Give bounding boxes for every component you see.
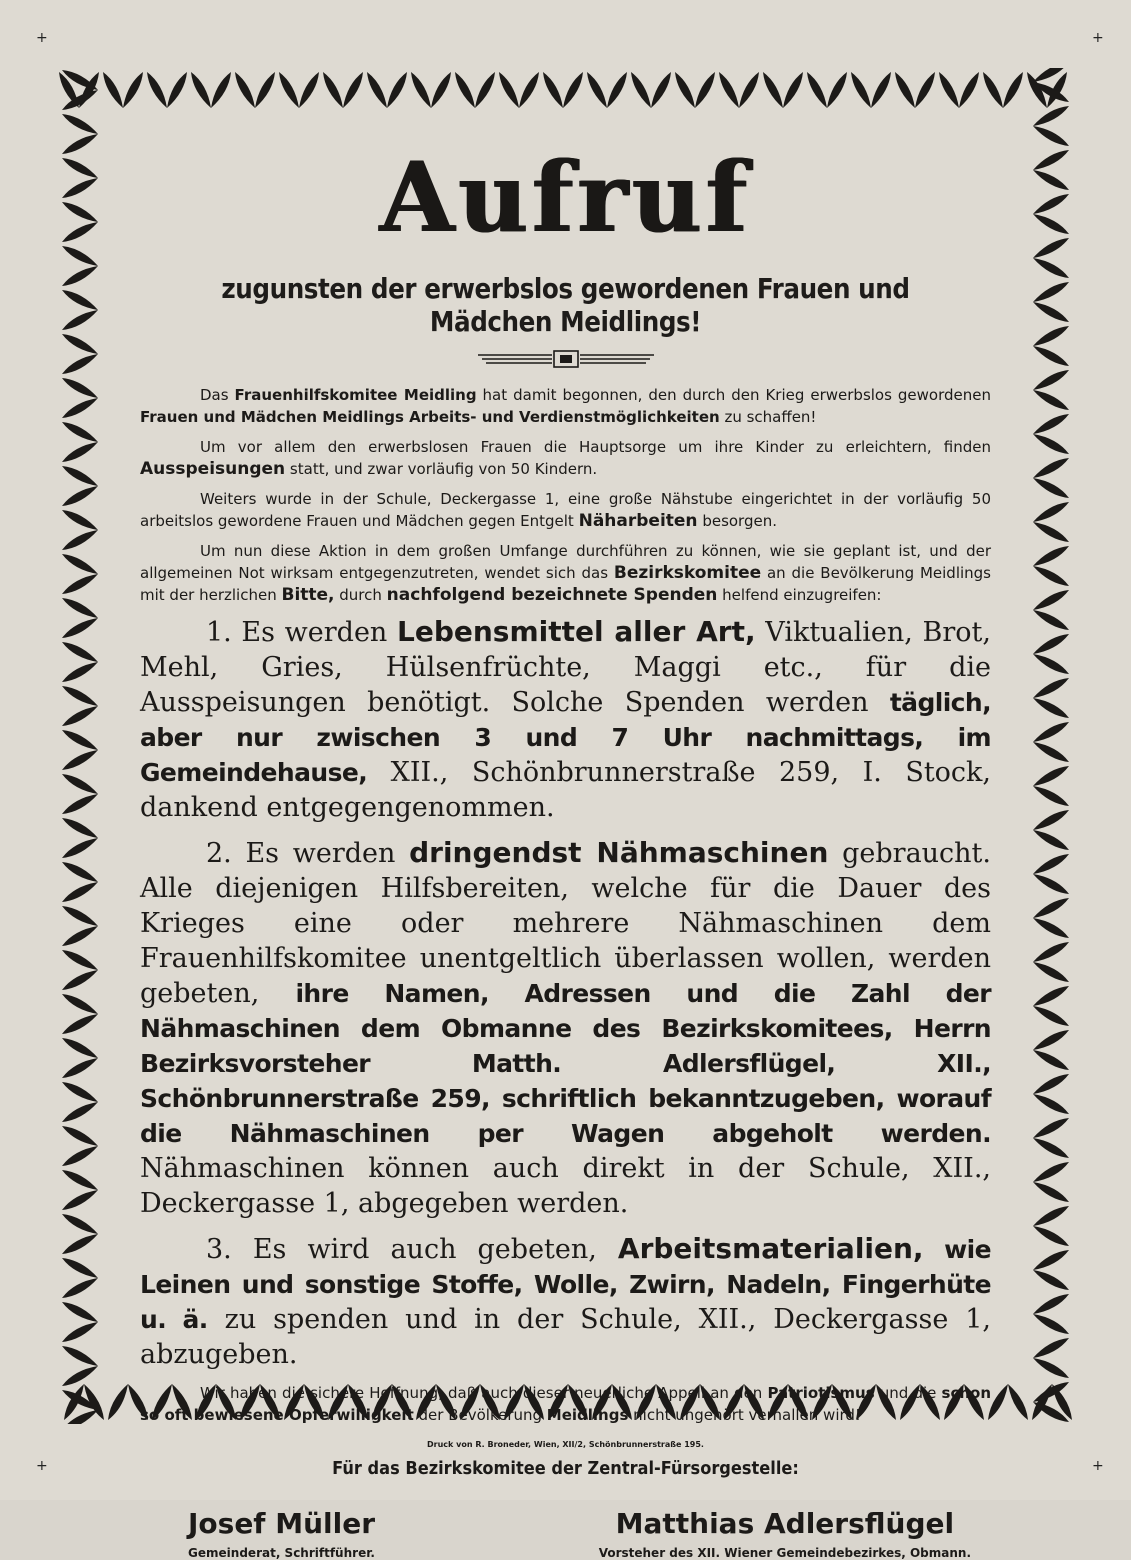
leaf-ornament-icon — [851, 72, 871, 108]
leaf-ornament-icon — [62, 1126, 98, 1146]
divider-ornament-icon — [476, 350, 656, 368]
closing-paragraph — [140, 1382, 991, 1426]
leaf-ornament-icon — [1033, 962, 1069, 982]
leaf-ornament-icon — [62, 354, 98, 374]
leaf-ornament-icon — [367, 72, 387, 108]
leaf-ornament-icon — [1033, 742, 1069, 762]
leaf-ornament-icon — [62, 530, 98, 550]
text-run: XII., Schönbrunnerstraße 259, I. Stock, dankend entgegengenommen. — [140, 757, 991, 823]
leaf-ornament-icon — [519, 72, 539, 108]
leaf-ornament-icon — [62, 794, 98, 814]
leaf-ornament-icon — [1033, 68, 1069, 82]
leaf-ornament-icon — [651, 72, 671, 108]
leaf-ornament-icon — [1033, 1030, 1069, 1050]
leaf-ornament-icon — [62, 1390, 98, 1410]
leaf-ornament-icon — [62, 862, 98, 882]
emphasis-text: wie Leinen und sonstige Stoffe, Wolle, Zwirn, Nadeln, Fingerhüte u. ä. — [140, 1235, 991, 1334]
leaf-ornament-icon — [62, 1170, 98, 1190]
leaf-ornament-icon — [1033, 634, 1069, 654]
leaf-ornament-icon — [123, 72, 143, 108]
leaf-ornament-icon — [1033, 390, 1069, 410]
leaf-ornament-icon — [62, 662, 98, 682]
leaf-ornament-icon — [1033, 1162, 1069, 1182]
leaf-ornament-icon — [431, 72, 451, 108]
emphasis-text: dringendst Nähmaschinen — [409, 836, 829, 869]
leaf-ornament-icon — [62, 926, 98, 946]
ornament-border-right — [1028, 68, 1074, 1424]
leaf-ornament-icon — [62, 1258, 98, 1278]
signatory-role: Gemeinderat, Schriftführer. — [188, 1546, 375, 1560]
emphasis-text: schon so oft bewiesene Opferwilligkeit — [140, 1384, 991, 1424]
text-run: Weiters wurde in der Schule, Deckergasse 1, eine große Nähstube eingerichtet in der vorläufig 50 arbeitslos gewordene Frauen und Mädchen gegen Entgelt — [140, 490, 991, 530]
text-run: und die — [874, 1384, 942, 1402]
leaf-ornament-icon — [235, 72, 255, 108]
donation-item-materials — [140, 1231, 991, 1372]
leaf-ornament-icon — [343, 72, 363, 108]
leaf-ornament-icon — [62, 1278, 98, 1298]
leaf-ornament-icon — [299, 72, 319, 108]
leaf-ornament-icon — [1033, 522, 1069, 542]
leaf-ornament-icon — [1033, 434, 1069, 454]
leaf-ornament-icon — [1033, 1250, 1069, 1270]
signatory-name: Josef Müller — [188, 1507, 376, 1540]
leaf-ornament-icon — [62, 1322, 98, 1342]
intro-paragraph — [140, 540, 991, 606]
emphasis-text: ihre Namen, Adressen und die Zahl der Nähmaschinen dem Obmanne des Bezirkskomitees, Herrn Bezirksvorsteher Matth. Adlersflügel, XII., Schönbrunnerstraße 259, schriftlich bekanntzugeben, worauf die Nähmaschinen per Wagen abgeholt werden. — [140, 979, 991, 1148]
ornament-divider — [140, 350, 991, 368]
leaf-ornament-icon — [587, 72, 607, 108]
leaf-ornament-icon — [62, 994, 98, 1014]
leaf-ornament-icon — [62, 422, 98, 442]
leaf-ornament-icon — [62, 554, 98, 574]
text-run: Das — [200, 386, 235, 404]
leaf-ornament-icon — [1033, 546, 1069, 566]
leaf-ornament-icon — [1033, 918, 1069, 938]
leaf-ornament-icon — [1033, 1338, 1069, 1358]
text-run: hat damit begonnen, den durch den Krieg erwerbslos gewordenen — [476, 386, 991, 404]
leaf-ornament-icon — [62, 486, 98, 506]
leaf-ornament-icon — [1033, 830, 1069, 850]
leaf-ornament-icon — [323, 72, 343, 108]
leaf-ornament-icon — [147, 72, 167, 108]
ornament-strip-icon — [57, 68, 1074, 112]
leaf-ornament-icon — [62, 1102, 98, 1122]
leaf-ornament-icon — [607, 72, 627, 108]
leaf-ornament-icon — [62, 1190, 98, 1210]
leaf-ornament-icon — [1033, 302, 1069, 322]
text-run: durch — [334, 586, 387, 604]
emphasis-text: Bitte, — [281, 585, 335, 605]
leaf-ornament-icon — [62, 290, 98, 310]
leaf-ornament-icon — [675, 72, 695, 108]
signatory-name: Matthias Adlersflügel — [615, 1507, 955, 1540]
leaf-ornament-icon — [62, 1302, 98, 1322]
leaf-ornament-icon — [62, 1410, 98, 1424]
poster-title: Aufruf — [379, 141, 752, 254]
donation-items — [140, 614, 991, 1372]
leaf-ornament-icon — [62, 706, 98, 726]
ornament-strip-icon — [57, 68, 103, 1424]
leaf-ornament-icon — [1033, 1182, 1069, 1202]
text-run: statt, und zwar vorläufig von 50 Kindern. — [285, 460, 598, 478]
donation-item-sewing-machines — [140, 835, 991, 1221]
leaf-ornament-icon — [1033, 766, 1069, 786]
leaf-ornament-icon — [1033, 214, 1069, 234]
leaf-ornament-icon — [1033, 698, 1069, 718]
leaf-ornament-icon — [255, 72, 275, 108]
leaf-ornament-icon — [1033, 502, 1069, 522]
leaf-ornament-icon — [62, 466, 98, 486]
leaf-ornament-icon — [62, 310, 98, 330]
leaf-ornament-icon — [1033, 370, 1069, 390]
text-run: besorgen. — [697, 512, 777, 530]
leaf-ornament-icon — [1033, 610, 1069, 630]
leaf-ornament-icon — [62, 510, 98, 530]
leaf-ornament-icon — [1033, 810, 1069, 830]
leaf-ornament-icon — [62, 398, 98, 418]
text-run: der Bevölkerung — [413, 1406, 547, 1424]
emphasis-text: Lebensmittel aller Art, — [396, 615, 756, 648]
leaf-ornament-icon — [62, 378, 98, 398]
leaf-ornament-icon — [62, 730, 98, 750]
leaf-ornament-icon — [108, 1384, 128, 1420]
leaf-ornament-icon — [62, 222, 98, 242]
leaf-ornament-icon — [62, 134, 98, 154]
text-run: Um vor allem den erwerbslosen Frauen die Hauptsorge um ihre Kinder zu erleichtern, finden — [200, 438, 991, 456]
leaf-ornament-icon — [62, 246, 98, 266]
leaf-ornament-icon — [543, 72, 563, 108]
leaf-ornament-icon — [1033, 1006, 1069, 1026]
leaf-ornament-icon — [763, 72, 783, 108]
leaf-ornament-icon — [62, 750, 98, 770]
leaf-ornament-icon — [1033, 326, 1069, 346]
text-run: Wir haben die sichere Hoffnung, daß auch dieser neuerliche Appell an den — [200, 1384, 768, 1402]
emphasis-text: Ausspeisungen — [140, 459, 286, 479]
leaf-ornament-icon — [1033, 126, 1069, 146]
leaf-ornament-icon — [387, 72, 407, 108]
leaf-ornament-icon — [191, 72, 211, 108]
leaf-ornament-icon — [1033, 678, 1069, 698]
text-run: zu schaffen! — [719, 408, 817, 426]
leaf-ornament-icon — [62, 818, 98, 838]
leaf-ornament-icon — [1033, 106, 1069, 126]
leaf-ornament-icon — [62, 114, 98, 134]
text-run: Um nun diese Aktion in dem großen Umfange durchführen zu können, wie sie geplant ist, und der allgemeinen Not wirksam entgegenzutreten, wendet sich das — [140, 542, 991, 582]
registration-mark: + — [1092, 1458, 1104, 1474]
leaf-ornament-icon — [62, 1366, 98, 1386]
text-run: helfend einzugreifen: — [717, 586, 882, 604]
leaf-ornament-icon — [103, 72, 123, 108]
intro-paragraph — [140, 488, 991, 532]
leaf-ornament-icon — [1033, 654, 1069, 674]
leaf-ornament-icon — [62, 970, 98, 990]
text-run: an die Bevölkerung Meidlings mit der herzlichen — [140, 564, 991, 604]
leaf-ornament-icon — [1033, 170, 1069, 190]
leaf-ornament-icon — [1033, 1382, 1069, 1402]
ornament-border-left — [57, 68, 103, 1424]
registration-mark: + — [36, 30, 48, 46]
leaf-ornament-icon — [499, 72, 519, 108]
text-run: nicht ungehört verhallen wird! — [628, 1406, 861, 1424]
intro-paragraph — [140, 436, 991, 480]
leaf-ornament-icon — [1008, 1384, 1028, 1420]
emphasis-text: Arbeitsmaterialien, — [617, 1232, 924, 1265]
signatory-role: Vorsteher des XII. Wiener Gemeindebezirkes, Obmann. — [598, 1546, 971, 1560]
leaf-ornament-icon — [1033, 1358, 1069, 1378]
leaf-ornament-icon — [827, 72, 847, 108]
leaf-ornament-icon — [983, 72, 1003, 108]
signatures — [140, 1507, 991, 1560]
leaf-ornament-icon — [62, 70, 98, 90]
leaf-ornament-icon — [62, 178, 98, 198]
leaf-ornament-icon — [871, 72, 891, 108]
text-run: Nähmaschinen können auch direkt in der Schule, XII., Deckergasse 1, abgegeben werden. — [140, 1153, 991, 1219]
leaf-ornament-icon — [1033, 1138, 1069, 1158]
leaf-ornament-icon — [1033, 722, 1069, 742]
intro-text — [140, 384, 991, 606]
leaf-ornament-icon — [939, 72, 959, 108]
leaf-ornament-icon — [959, 72, 979, 108]
leaf-ornament-icon — [62, 882, 98, 902]
closing-text — [140, 1382, 991, 1426]
leaf-ornament-icon — [915, 72, 935, 108]
leaf-ornament-icon — [1033, 1402, 1069, 1422]
leaf-ornament-icon — [62, 598, 98, 618]
leaf-ornament-icon — [62, 334, 98, 354]
poster-subtitle: zugunsten der erwerbslos gewordenen Frauen und Mädchen Meidlings! — [221, 272, 910, 338]
leaf-ornament-icon — [62, 574, 98, 594]
leaf-ornament-icon — [1033, 942, 1069, 962]
text-run: 1. Es werden — [206, 617, 397, 648]
ornament-border-top — [57, 68, 1074, 112]
leaf-ornament-icon — [62, 90, 98, 110]
leaf-ornament-icon — [1033, 414, 1069, 434]
leaf-ornament-icon — [1033, 986, 1069, 1006]
text-run: 3. Es wird auch gebeten, — [206, 1234, 618, 1265]
leaf-ornament-icon — [1033, 346, 1069, 366]
leaf-ornament-icon — [1033, 1314, 1069, 1334]
leaf-ornament-icon — [1033, 194, 1069, 214]
leaf-ornament-icon — [411, 72, 431, 108]
registration-mark: + — [1092, 30, 1104, 46]
leaf-ornament-icon — [455, 72, 475, 108]
leaf-ornament-icon — [695, 72, 715, 108]
leaf-ornament-icon — [783, 72, 803, 108]
leaf-ornament-icon — [62, 442, 98, 462]
signature-block — [188, 1507, 375, 1560]
leaf-ornament-icon — [1033, 1206, 1069, 1226]
leaf-ornament-icon — [62, 774, 98, 794]
leaf-ornament-icon — [719, 72, 739, 108]
leaf-ornament-icon — [1033, 1050, 1069, 1070]
leaf-ornament-icon — [62, 202, 98, 222]
leaf-ornament-icon — [1033, 590, 1069, 610]
leaf-ornament-icon — [739, 72, 759, 108]
printer-imprint: Druck von R. Broneder, Wien, XII/2, Schönbrunnerstraße 195. — [427, 1440, 704, 1449]
leaf-ornament-icon — [62, 1214, 98, 1234]
leaf-ornament-icon — [62, 266, 98, 286]
leaf-ornament-icon — [1033, 1074, 1069, 1094]
leaf-ornament-icon — [62, 950, 98, 970]
ornament-strip-icon — [1028, 68, 1074, 1424]
leaf-ornament-icon — [1033, 258, 1069, 278]
leaf-ornament-icon — [1033, 238, 1069, 258]
leaf-ornament-icon — [1033, 854, 1069, 874]
text-run: gebraucht. Alle diejenigen Hilfsbereiten, welche für die Dauer des Krieges eine oder mehrere Nähmaschinen dem Frauenhilfskomitee unentgeltlich überlassen wollen, werden gebeten, — [140, 838, 991, 1009]
leaf-ornament-icon — [62, 1038, 98, 1058]
leaf-ornament-icon — [807, 72, 827, 108]
leaf-ornament-icon — [1033, 150, 1069, 170]
leaf-ornament-icon — [1033, 898, 1069, 918]
leaf-ornament-icon — [62, 158, 98, 178]
leaf-ornament-icon — [631, 72, 651, 108]
leaf-ornament-icon — [1033, 1118, 1069, 1138]
leaf-ornament-icon — [62, 686, 98, 706]
emphasis-text: Bezirkskomitee — [613, 563, 762, 583]
leaf-ornament-icon — [1033, 1294, 1069, 1314]
leaf-ornament-icon — [167, 72, 187, 108]
leaf-ornament-icon — [988, 1384, 1008, 1420]
leaf-ornament-icon — [62, 642, 98, 662]
leaf-ornament-icon — [563, 72, 583, 108]
leaf-ornament-icon — [279, 72, 299, 108]
text-run: 2. Es werden — [206, 838, 410, 869]
leaf-ornament-icon — [62, 1058, 98, 1078]
emphasis-text: Patriotismus — [767, 1384, 875, 1402]
leaf-ornament-icon — [1033, 1270, 1069, 1290]
intro-paragraph — [140, 384, 991, 428]
emphasis-text: Meidlings — [546, 1406, 629, 1424]
leaf-ornament-icon — [62, 906, 98, 926]
leaf-ornament-icon — [1033, 282, 1069, 302]
registration-mark: + — [36, 1458, 48, 1474]
leaf-ornament-icon — [1033, 82, 1069, 102]
emphasis-text: täglich, aber nur zwischen 3 und 7 Uhr nachmittags, im Gemeindehause, — [140, 688, 991, 787]
emphasis-text: nachfolgend bezeichnete Spenden — [386, 585, 718, 605]
leaf-ornament-icon — [62, 618, 98, 638]
leaf-ornament-icon — [62, 1014, 98, 1034]
text-run: Viktualien, Brot, Mehl, Gries, Hülsenfrüchte, Maggi etc., für die Ausspeisungen benötigt. Solche Spenden werden — [140, 617, 991, 718]
signature-block — [599, 1507, 971, 1560]
text-run: zu spenden und in der Schule, XII., Deckergasse 1, abzugeben. — [140, 1304, 991, 1370]
leaf-ornament-icon — [1033, 478, 1069, 498]
leaf-ornament-icon — [1033, 1094, 1069, 1114]
leaf-ornament-icon — [62, 1346, 98, 1366]
leaf-ornament-icon — [895, 72, 915, 108]
leaf-ornament-icon — [1033, 458, 1069, 478]
emphasis-text: Näharbeiten — [578, 511, 698, 531]
leaf-ornament-icon — [1033, 566, 1069, 586]
leaf-ornament-icon — [62, 838, 98, 858]
leaf-ornament-icon — [211, 72, 231, 108]
leaf-ornament-icon — [62, 1082, 98, 1102]
leaf-ornament-icon — [475, 72, 495, 108]
leaf-ornament-icon — [62, 1146, 98, 1166]
committee-line: Für das Bezirkskomitee der Zentral-Fürsorgestelle: — [332, 1458, 799, 1479]
leaf-ornament-icon — [1033, 1226, 1069, 1246]
leaf-ornament-icon — [1033, 786, 1069, 806]
leaf-ornament-icon — [1003, 72, 1023, 108]
emphasis-text: Frauenhilfskomitee Meidling — [234, 386, 477, 404]
donation-item-food — [140, 614, 991, 825]
leaf-ornament-icon — [1033, 874, 1069, 894]
leaf-ornament-icon — [62, 1234, 98, 1254]
poster-content — [140, 140, 991, 1560]
emphasis-text: Frauen und Mädchen Meidlings Arbeits- und Verdienstmöglichkeiten — [140, 408, 720, 426]
